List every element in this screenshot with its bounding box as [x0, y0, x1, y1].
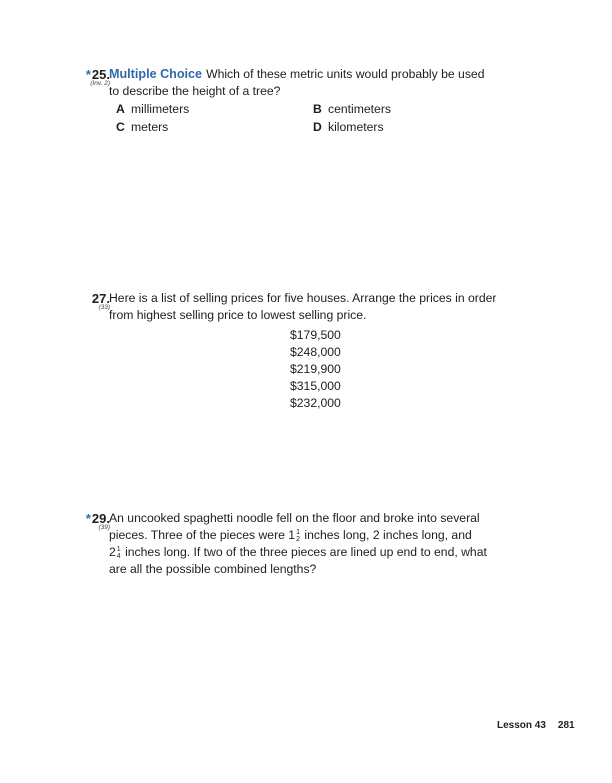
question-line: from highest selling price to lowest selling price.	[109, 308, 367, 322]
choice-letter: A	[116, 102, 125, 116]
fraction-one-quarter	[117, 546, 121, 560]
price-item: $248,000	[290, 345, 341, 359]
page-number: 281	[557, 720, 575, 731]
choice-text: millimeters	[131, 102, 190, 116]
problem-number: 27.	[91, 291, 110, 306]
problem-number-text: 25.	[91, 67, 110, 82]
numerator: 1	[296, 528, 300, 536]
star-marker: *	[85, 511, 91, 526]
price-list	[290, 327, 508, 412]
star-marker: *	[85, 67, 91, 82]
choice-letter: D	[313, 120, 322, 134]
problem-25	[78, 66, 508, 136]
numerator: 1	[116, 545, 121, 553]
problem-text	[109, 290, 508, 324]
question-line: Here is a list of selling prices for five houses. Arrange the prices in order	[109, 291, 497, 305]
denominator: 2	[296, 535, 300, 543]
page-footer	[497, 720, 575, 731]
choice-c[interactable]	[116, 119, 313, 136]
choice-d[interactable]	[313, 119, 473, 136]
problem-27	[78, 290, 508, 412]
question-text: pieces. Three of the pieces were 1	[109, 528, 296, 542]
choice-text: kilometers	[328, 120, 384, 134]
answer-choices	[116, 101, 508, 136]
price-item: $219,900	[290, 362, 341, 376]
fraction-one-half	[296, 529, 300, 543]
choice-letter: B	[313, 102, 322, 116]
problem-text	[109, 66, 508, 100]
price-item: $179,500	[290, 328, 341, 342]
denominator: 4	[116, 552, 121, 560]
choice-text: centimeters	[328, 102, 391, 116]
question-text: 2	[109, 545, 116, 559]
lesson-label: Lesson 43	[497, 720, 546, 731]
choice-b[interactable]	[313, 101, 473, 118]
problem-number-text: 29.	[91, 511, 110, 526]
choice-a[interactable]	[116, 101, 313, 118]
price-item: $315,000	[290, 379, 341, 393]
question-text: inches long. If two of the three pieces are lined up end to end, what	[121, 545, 487, 559]
problem-text	[109, 510, 508, 578]
lesson-reference: (Inv. 2)	[90, 80, 110, 87]
question-text: inches long, 2 inches long, and	[301, 528, 472, 542]
choice-text: meters	[131, 120, 169, 134]
multiple-choice-label: Multiple Choice	[109, 67, 203, 81]
lesson-reference: (39)	[98, 524, 110, 531]
question-line: to describe the height of a tree?	[109, 84, 281, 98]
price-item: $232,000	[290, 396, 341, 410]
lesson-reference: (33)	[98, 304, 110, 311]
question-line: An uncooked spaghetti noodle fell on the floor and broke into several	[109, 511, 480, 525]
question-line: Which of these metric units would probably be used	[206, 67, 485, 81]
problem-29	[78, 510, 508, 578]
choice-letter: C	[116, 120, 125, 134]
question-line: are all the possible combined lengths?	[109, 562, 317, 576]
